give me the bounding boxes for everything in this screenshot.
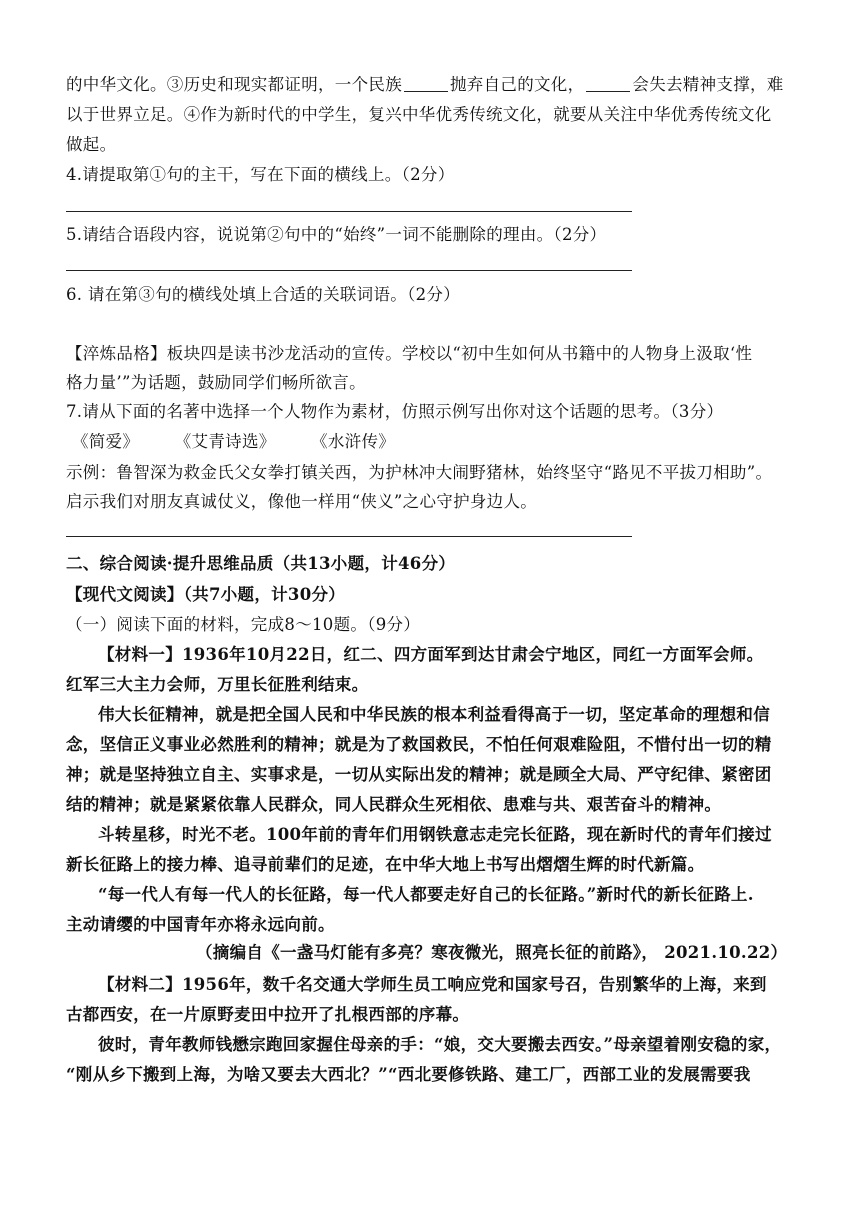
passage-text: 抛弃自己的文化，	[450, 75, 585, 94]
material1-source: （摘编自《一盏马灯能有多亮？寒夜微光，照亮长征的前路》， 2021.10.22）	[196, 943, 788, 962]
material1-p2-l1: 伟大长征精神，就是把全国人民和中华民族的根本利益看得高于一切，坚定革命的理想和信	[98, 705, 770, 724]
fill-blank-2[interactable]	[586, 75, 630, 92]
section-cuilian-line-2: 格力量’”为话题，鼓励同学们畅所欲言。	[66, 373, 366, 392]
question-7: 7.请从下面的名著中选择一个人物作为素材，仿照示例写出你对这个话题的思考。（3分）	[66, 402, 724, 421]
material1-p3-l2: 新长征路上的接力棒、追寻前辈们的足迹，在中华大地上书写出熠熠生辉的时代新篇。	[66, 855, 705, 874]
fill-blank-1[interactable]	[404, 75, 448, 92]
material2-p2-l2: “刚从乡下搬到上海，为啥又要去大西北？”“西北要修铁路、建工厂，西部工业的发展需要我	[66, 1065, 751, 1084]
material1-p4-l1: “每一代人有每一代人的长征路，每一代人都要走好自己的长征路。”新时代的新长征路上.	[98, 885, 754, 904]
material2-p2-l1: 彼时，青年教师钱懋宗跑回家握住母亲的手：“娘，交大要搬去西安。”母亲望着刚安稳的家，	[98, 1035, 782, 1054]
passage-line-1	[66, 74, 784, 96]
answer-line-q5[interactable]	[66, 270, 632, 271]
example-line-1: 示例：鲁智深为救金氏父女拳打镇关西，为护林冲大闹野猪林，始终坚守“路见不平拔刀相助”。	[66, 463, 773, 482]
book-title: 《水浒传》	[311, 432, 396, 451]
material1-p3-l1: 斗转星移，时光不老。100年前的青年们用钢铁意志走完长征路，现在新时代的青年们接过	[98, 825, 772, 844]
example-line-2: 启示我们对朋友真诚仗义，像他一样用“侠义”之心守护身边人。	[66, 492, 538, 511]
answer-line-q4[interactable]	[66, 211, 632, 212]
answer-line-q7[interactable]	[66, 536, 632, 537]
material1-p2-l3: 神；就是坚持独立自主、实事求是，一切从实际出发的精神；就是顾全大局、严守纪律、紧密团	[66, 765, 772, 784]
passage-text: 的中华文化。③历史和现实都证明，一个民族	[66, 75, 402, 94]
passage-text: 会失去精神支撑，难	[632, 75, 784, 94]
passage-line-2: 以于世界立足。④作为新时代的中学生，复兴中华优秀传统文化，就要从关注中华优秀传统文化	[66, 105, 772, 124]
passage-line-3: 做起。	[66, 135, 117, 154]
material1-p4-l2: 主动请缨的中国青年亦将永远向前。	[66, 915, 335, 934]
material1-p1-l2: 红军三大主力会师，万里长征胜利结束。	[66, 675, 369, 694]
part-2-heading: 二、综合阅读·提升思维品质（共13小题，计46分）	[66, 554, 456, 573]
material2-p1-l2: 古都西安，在一片原野麦田中拉开了扎根西部的序幕。	[66, 1005, 470, 1024]
material1-p2-l2: 念，坚信正义事业必然胜利的精神；就是为了救国救民，不怕任何艰难险阻，不惜付出一切的精	[66, 735, 772, 754]
subsection-1-heading: （一）阅读下面的材料，完成8～10题。（9分）	[66, 615, 421, 634]
section-cuilian-line-1: 【淬炼品格】板块四是读书沙龙活动的宣传。学校以“初中生如何从书籍中的人物身上汲取‘性	[66, 344, 753, 363]
question-4: 4.请提取第①句的主干，写在下面的横线上。（2分）	[66, 165, 455, 184]
material1-p2-l4: 结的精神；就是紧紧依靠人民群众，同人民群众生死相依、患难与共、艰苦奋斗的精神。	[66, 795, 722, 814]
modern-reading-heading: 【现代文阅读】（共7小题，计30分）	[66, 585, 346, 604]
book-list	[72, 431, 425, 453]
material1-p1-l1: 【材料一】1936年10月22日，红二、四方面军到达甘肃会宁地区，同红一方面军会师。	[98, 645, 764, 664]
question-5: 5.请结合语段内容，说说第②句中的“始终”一词不能删除的理由。（2分）	[66, 225, 607, 244]
question-6: 6. 请在第③句的横线处填上合适的关联词语。（2分）	[66, 285, 461, 304]
book-title: 《艾青诗选》	[174, 432, 276, 451]
material2-p1-l1: 【材料二】1956年，数千名交通大学师生员工响应党和国家号召，告别繁华的上海，来到	[98, 975, 767, 994]
book-title: 《简爱》	[72, 432, 140, 451]
